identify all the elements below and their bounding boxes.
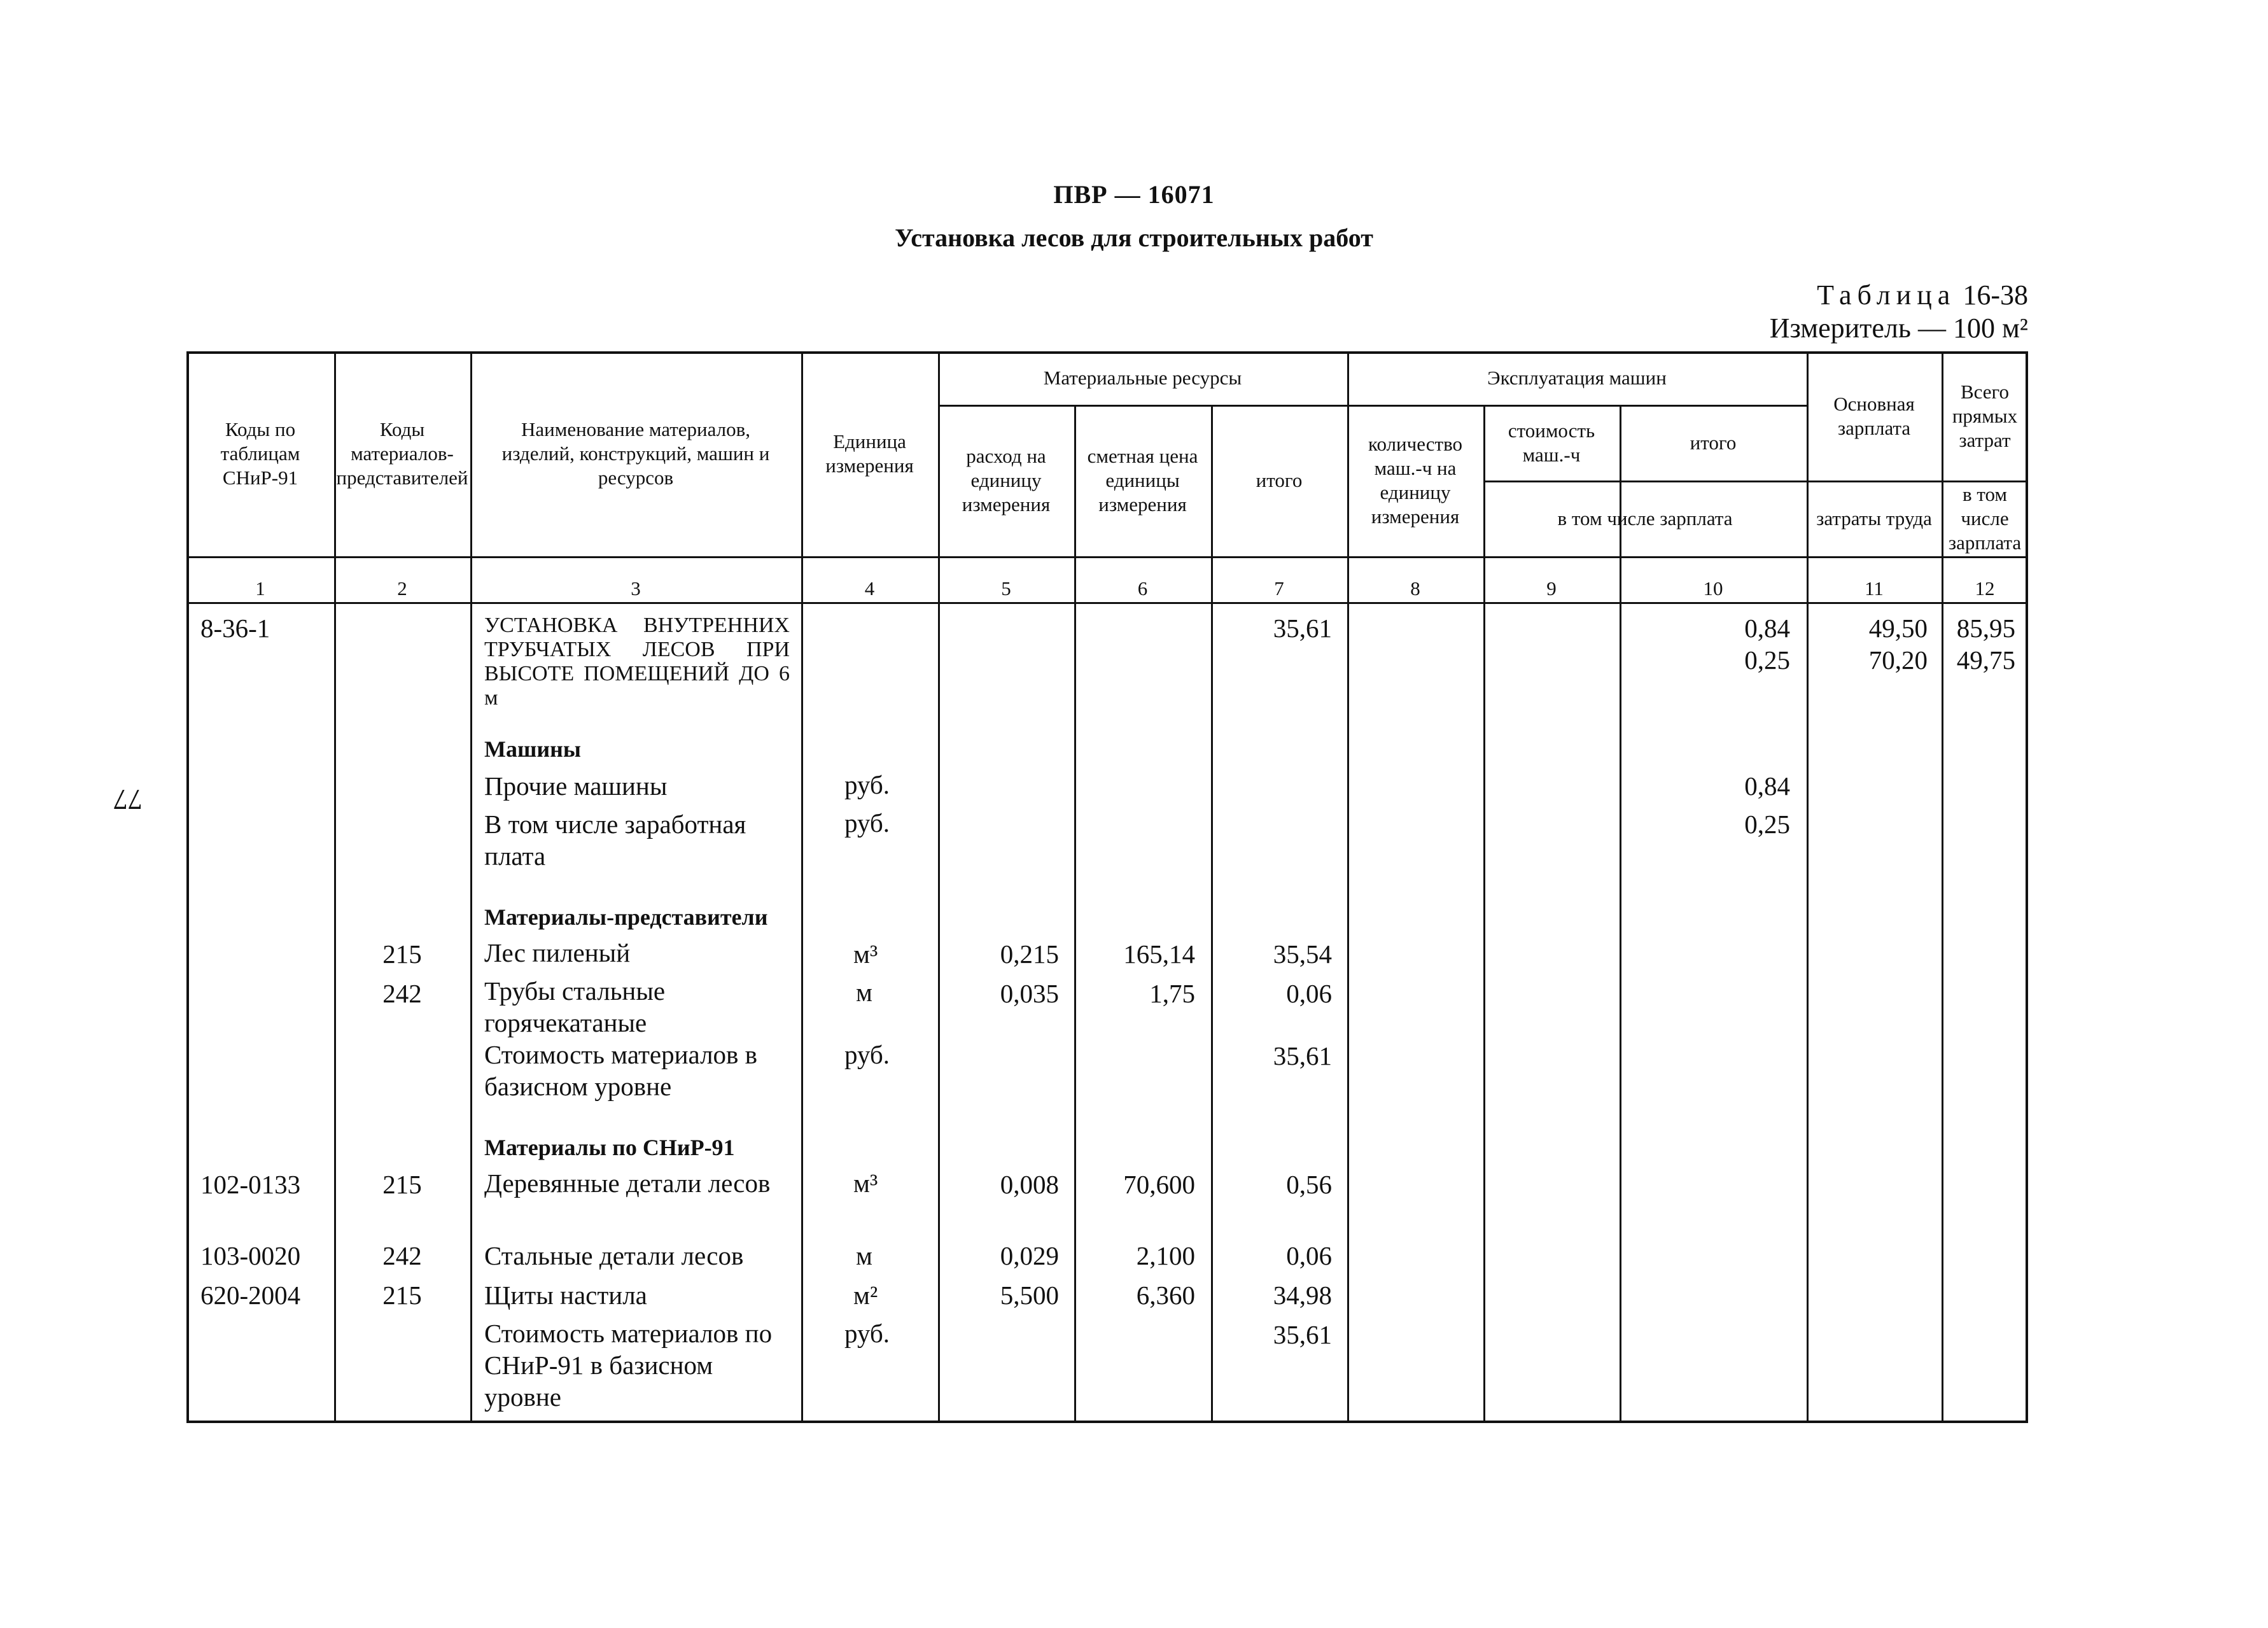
snir-steel-rep-code: 242: [382, 1241, 422, 1270]
snir-wood-code: 102-0133: [200, 1170, 301, 1199]
rep-lumber-name: Лес пиленый: [484, 938, 631, 967]
table-number: 16-38: [1963, 279, 2028, 311]
main-direct-wages: 49,75: [1956, 645, 2015, 675]
section-representative-materials: Материалы-представители: [484, 904, 768, 930]
snir-steel-unit: м: [856, 1241, 872, 1270]
machine-other-name: Прочие машины: [484, 771, 668, 801]
snir-panels-price: 6,360: [1136, 1281, 1195, 1310]
machine-wages-unit: руб.: [844, 808, 890, 838]
column-number: 5: [1001, 577, 1011, 600]
snir-wood-consumption: 0,008: [1000, 1170, 1059, 1199]
header-base-wages: Основная зарплата: [1833, 392, 1915, 439]
main-material-total: 35,61: [1273, 614, 1332, 643]
snir-steel-total: 0,06: [1286, 1241, 1332, 1270]
rep-pipes-consumption: 0,035: [1000, 979, 1059, 1008]
snir-wood-total: 0,56: [1286, 1170, 1332, 1199]
snir-panels-name: Щиты настила: [484, 1281, 647, 1310]
main-work-code: 8-36-1: [200, 614, 270, 643]
machine-wages-total: 0,25: [1744, 810, 1790, 839]
main-machine-total: 0,84: [1744, 614, 1790, 643]
snir-cost-unit: руб.: [844, 1319, 890, 1348]
rep-cost-name: Стоимость материалов в базисном уровне: [484, 1040, 757, 1101]
document-title: Установка лесов для строительных работ: [895, 223, 1373, 252]
header-name: Наименование материалов, изделий, конструкций, машин и ресурсов: [501, 418, 770, 489]
snir-panels-consumption: 5,500: [1000, 1281, 1059, 1310]
rep-lumber-code: 215: [382, 939, 422, 969]
snir-panels-code: 620-2004: [200, 1281, 301, 1310]
rep-lumber-consumption: 0,215: [1000, 939, 1059, 969]
rep-pipes-total: 0,06: [1286, 979, 1332, 1008]
rep-lumber-unit: м³: [853, 939, 878, 969]
column-number: 1: [255, 577, 265, 600]
table-label: Таблица: [1817, 279, 1956, 311]
snir-steel-code: 103-0020: [200, 1241, 301, 1270]
machine-other-total: 0,84: [1744, 771, 1790, 801]
snir-wood-rep-code: 215: [382, 1170, 422, 1199]
rep-cost-total: 35,61: [1273, 1041, 1332, 1070]
column-number: 3: [631, 577, 641, 600]
header-total-direct-costs: Всего прямых затрат: [1952, 380, 2018, 451]
column-number: 10: [1703, 577, 1723, 600]
snir-steel-consumption: 0,029: [1000, 1241, 1059, 1270]
header-machine-operation: Эксплуатация машин: [1487, 367, 1667, 389]
header-machine-total: итого: [1690, 431, 1737, 454]
snir-panels-total: 34,98: [1273, 1281, 1332, 1310]
main-direct-costs: 85,95: [1956, 614, 2015, 643]
snir-steel-price: 2,100: [1136, 1241, 1195, 1270]
header-including-wages: в том числе зарплата: [1557, 507, 1733, 530]
rep-pipes-code: 242: [382, 979, 422, 1008]
header-table-codes: Коды по таблицам СНиР-91: [220, 418, 300, 489]
header-machine-hours: количество маш.-ч на единицу измерения: [1368, 433, 1462, 528]
column-number: 2: [397, 577, 407, 600]
column-number: 4: [864, 577, 875, 600]
table-caption: [1770, 279, 2028, 345]
column-number: 9: [1546, 577, 1557, 600]
header-material-total: итого: [1256, 469, 1303, 491]
measure-unit: Измеритель — 100 м²: [1769, 312, 2028, 344]
header-labor-costs: затраты труда: [1816, 507, 1932, 530]
rep-pipes-unit: м: [856, 978, 872, 1007]
rep-lumber-total: 35,54: [1273, 939, 1332, 969]
snir-wood-name: Деревянные детали лесов: [484, 1168, 771, 1198]
header-including-wages-total: в том числе зарплата: [1948, 482, 2022, 554]
rep-cost-unit: руб.: [844, 1040, 890, 1069]
snir-panels-unit: м²: [853, 1281, 878, 1310]
row-divider: [186, 556, 2028, 558]
header-consumption: расход на единицу измерения: [962, 445, 1051, 516]
header-machine-hour-cost: стоимость маш.-ч: [1508, 419, 1595, 466]
header-unit-price: сметная цена единицы измерения: [1087, 445, 1198, 516]
page-number: 77: [113, 783, 143, 816]
document-code: ПВР — 16071: [1053, 180, 1215, 209]
section-machines: Машины: [484, 736, 581, 762]
main-work-name: УСТАНОВКА ВНУТРЕННИХ ТРУБЧАТЫХ ЛЕСОВ ПРИ ВЫСОТЕ ПОМЕЩЕНИЙ ДО 6 м: [484, 614, 790, 710]
snir-cost-total: 35,61: [1273, 1320, 1332, 1349]
snir-steel-name: Стальные детали лесов: [484, 1241, 744, 1270]
column-number: 8: [1410, 577, 1420, 600]
column-number: 7: [1274, 577, 1284, 600]
main-labor-costs: 70,20: [1868, 645, 1928, 675]
snir-wood-unit: м³: [853, 1168, 878, 1198]
snir-wood-price: 70,600: [1123, 1170, 1195, 1199]
machine-other-unit: руб.: [844, 770, 890, 799]
machine-wages-name: В том числе заработная плата: [484, 810, 746, 871]
header-representative-codes: Коды материалов-представителей: [336, 418, 468, 489]
norm-table: [186, 351, 2028, 1423]
column-number: 6: [1137, 577, 1148, 600]
section-snir-materials: Материалы по СНиР-91: [484, 1135, 735, 1160]
header-material-resources: Материальные ресурсы: [1043, 367, 1242, 389]
snir-panels-rep-code: 215: [382, 1281, 422, 1310]
main-machine-wages: 0,25: [1744, 645, 1790, 675]
rep-pipes-name: Трубы стальные горячекатаные: [484, 976, 666, 1037]
snir-cost-name: Стоимость материалов по СНиР-91 в базисном уровне: [484, 1319, 773, 1412]
column-number: 12: [1975, 577, 1995, 600]
header-unit: Единица измерения: [825, 430, 914, 477]
rep-pipes-price: 1,75: [1149, 979, 1195, 1008]
main-base-wages: 49,50: [1868, 614, 1928, 643]
column-number: 11: [1865, 577, 1884, 600]
rep-lumber-price: 165,14: [1123, 939, 1195, 969]
